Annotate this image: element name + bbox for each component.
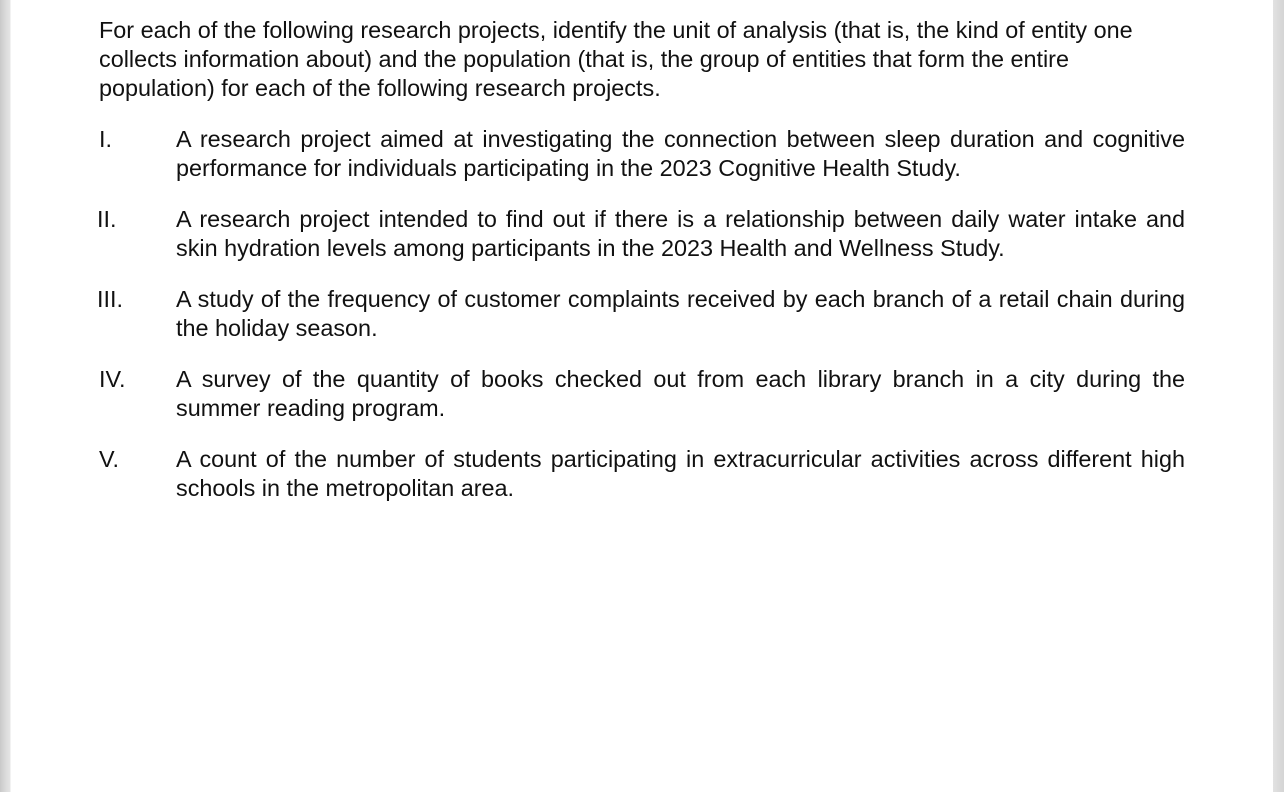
item-text: A research project aimed at investigating the connection between sleep duration and cognitive performance for individuals participating in the 2023 Cognitive Health Study.: [176, 126, 1185, 181]
list-item: [99, 125, 1185, 183]
list-item: [99, 285, 1185, 343]
item-numeral: IV.: [99, 366, 126, 392]
item-text: A research project intended to find out if there is a relationship between daily water intake and skin hydration levels among participants in the 2023 Health and Wellness Study.: [176, 206, 1185, 261]
item-text: A count of the number of students participating in extracurricular activities across different high schools in the metropolitan area.: [176, 446, 1185, 501]
item-numeral: V.: [99, 446, 119, 472]
list-item: [99, 205, 1185, 263]
page-content: [99, 16, 1185, 525]
list-item: [99, 365, 1185, 423]
item-numeral: I.: [99, 126, 112, 152]
document-page: [11, 0, 1273, 792]
list-item: [99, 445, 1185, 503]
item-text: A study of the frequency of customer complaints received by each branch of a retail chain during the holiday season.: [176, 286, 1185, 341]
instructions-paragraph: For each of the following research projects, identify the unit of analysis (that is, the kind of entity one collects information about) and the population (that is, the group of entities that form the entire population) for each of the following research projects.: [99, 17, 1133, 101]
item-text: A survey of the quantity of books checked out from each library branch in a city during the summer reading program.: [176, 366, 1185, 421]
item-numeral: III.: [97, 286, 123, 312]
item-numeral: II.: [97, 206, 117, 232]
